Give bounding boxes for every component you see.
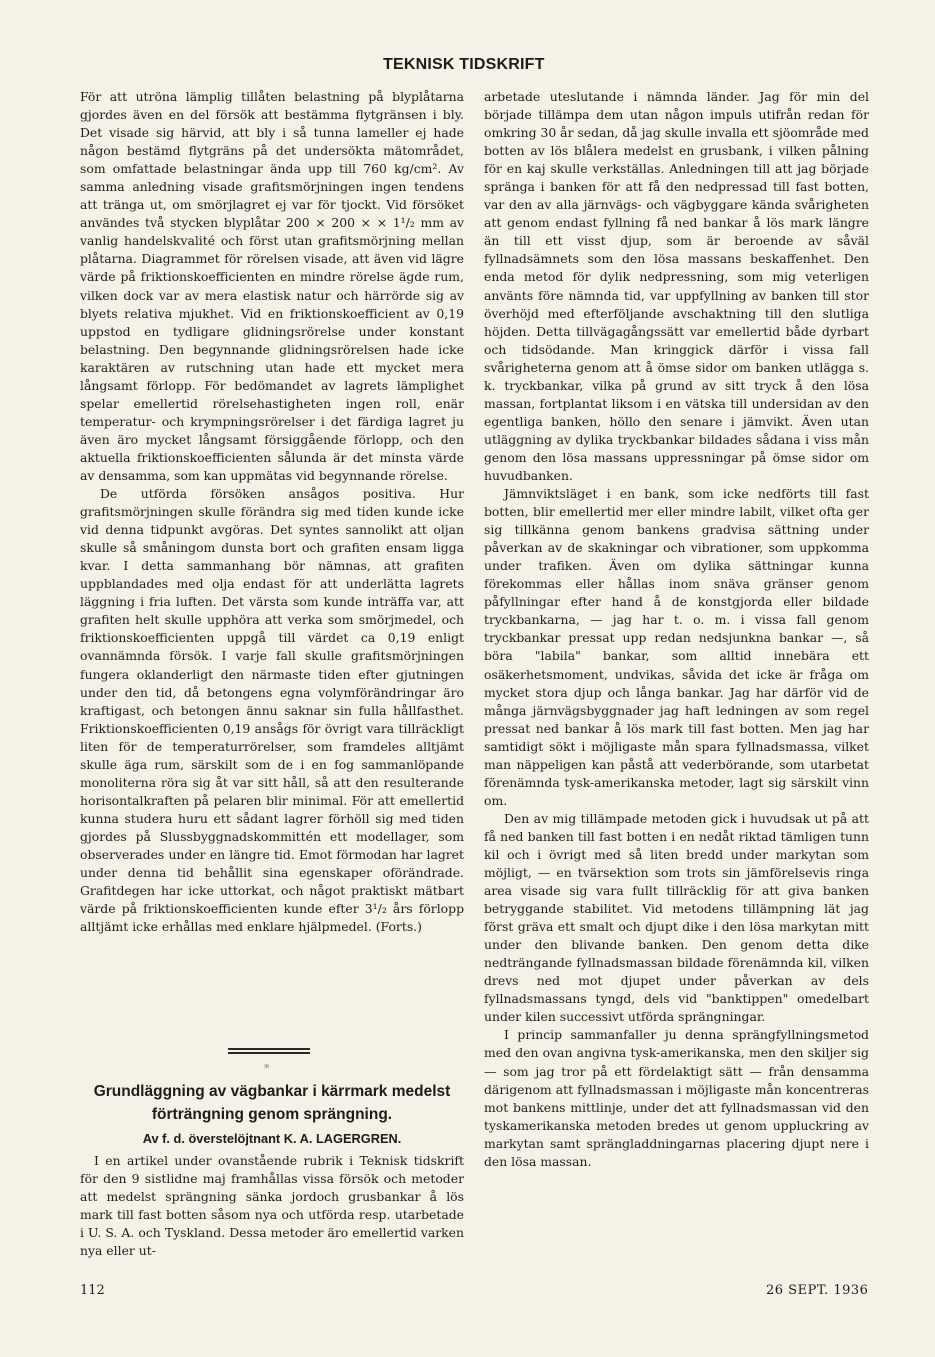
article-paragraph-1: I en artikel under ovanstående rubrik i Teknisk tidskrift för den 9 sistlidne maj framhållas vissa försök och metoder att medelst sprängning sänka jordoch grusbankar å lös mark till fast botten såsom nya och utförda resp. utarbetade i U. S. A. och Tyskland. Dessa metoder äro emellertid varken nya eller ut-: [80, 1153, 464, 1259]
article-block: [80, 1080, 464, 1260]
right-paragraph-2: Jämnviktsläget i en bank, som icke nedförts till fast botten, blir emellertid mer eller mindre labilt, vilket ofta ger sig tillkänna genom bankens gradvisa sättning under påverkan av de skakningar och vibrationer, som uppkomma under trafiken. Även om dylika sättningar kunna förekommas eller hållas inom snäva gränser genom påfyllningar efter hand å de konstgjorda eller bildade tryckbankarna, — jag har t. o. m. i vissa fall genom tryckbankar pressat upp redan nedsjunkna bankar —, så böra "labila" bankar, som alltid innebära ett osäkerhetsmoment, undvikas, såvida det icke är fråga om mycket stora djup och långa bankar. Jag har därför vid de många järnvägsbyggnader jag haft ledningen av som regel pressat ned bankar å lös mark till fast botten. Men jag har samtidigt sökt i möjligaste mån spara fyllnadsmassa, vilket man näppeligen kan påstå att vederbörande, som utarbetat förenämnda tysk-amerikanska metoder, lagt sig särskilt vinn om.: [484, 486, 869, 808]
right-paragraph-3: Den av mig tillämpade metoden gick i huvudsak ut på att få ned banken till fast botten i en nedåt riktad tämligen tunn kil och i övrigt med så liten bredd under markytan som möjligt, — en tvärsektion som trots sin jämförelsevis ringa area visade sig vara fullt tillräcklig för att giva banken betryggande stabilitet. Vid metodens tillämpning lät jag först gräva ett smalt och djupt dike i den lösa markytan mitt under den blivande banken. Den genom detta dike nedträngande fyllnadsmassan bildade förenämnda kil, vilken drevs ned mot djupet under påverkan av dels fyllnadsmassans tyngd, dels vid "banktippen" omedelbart under kilen successivt utförda sprängningar.: [484, 810, 869, 1025]
right-column: [484, 88, 869, 1171]
article-marker: *: [264, 1062, 270, 1075]
article-body: [80, 1152, 464, 1260]
article-byline: Av f. d. överstelöjtnant K. A. LAGERGREN.: [142, 1131, 402, 1146]
section-divider-2: [228, 1052, 310, 1054]
journal-masthead: TEKNISK TIDSKRIFT: [383, 56, 545, 73]
issue-date: 26 SEPT. 1936: [766, 1283, 869, 1298]
left-column: [80, 88, 464, 936]
section-divider: [228, 1048, 310, 1050]
right-paragraph-4: I princip sammanfaller ju denna sprängfyllningsmetod med den ovan angivna tysk-amerikanska, men den skiljer sig — som jag tror på ett fördelaktigt sätt — från densamma därigenom att fyllnadsmassan i möjligaste mån koncentreras mot bankens mittlinje, under det att fyllnadsmassan vid den tyskamerikanska metoden bredes ut genom uppluckring av markytan samt sprängladdningarnas placering djupt nere i den lösa massan.: [484, 1027, 869, 1169]
right-paragraph-1: arbetade uteslutande i nämnda länder. Jag för min del började tillämpa dem utan någon impuls utifrån redan för omkring 30 år sedan, då jag skulle invalla ett sjöområde med botten av lös blålera medelst en grusbank, i vilken pålning för en kaj skulle verkställas. Anledningen till att jag började spränga i banken för att få den nedpressad till fast botten, var den av alla järnvägs- och vägbyggare kända svårigheten att genom endast fyllning få ned bankar å lös mark längre än till ett visst djup, som är beroende av såväl fyllnadsämnets som den lösa massans beskaffenhet. Den enda metod för dylik nedpressning, som mig veterligen använts före nämnda tid, var uppfyllning av banken till stor överhöjd med efterföljande avschaktning till den slutliga höjden. Detta tillvägagångssätt var emellertid både dyrbart och tidsödande. Man kringgick därför i vissa fall svårigheterna genom att å ömse sidor om banken utlägga s. k. tryckbankar, vilka på grund av sitt tryck å den lösa massan, fortplantat liksom i en vätska till undersidan av den egentliga banken, höllo den senare i jämvikt. Även utan utläggning av dylika tryckbankar bildades sådana i viss mån genom den lösa massans uppressningar på ömse sidor om huvudbanken.: [484, 89, 869, 483]
left-paragraph-2: De utförda försöken ansågos positiva. Hur grafitsmörjningen skulle förändra sig med tiden kunde icke vid denna tidpunkt avgöras. Det syntes sannolikt att oljan skulle så småningom dunsta bort och grafiten ensam ligga kvar. I detta sammanhang bör nämnas, att grafiten uppblandades med olja endast för att underlätta lagrets läggning i fria luften. Det värsta som kunde inträffa var, att grafiten helt skulle upphöra att verka som smörjmedel, och friktionskoefficienten uppgå till värdet ca 0,19 enligt ovannämnda försök. I varje fall skulle grafitsmörjningen fungera oklanderligt den närmaste tiden efter gjutningen under den tid, då betongens egna volymförändringar äro kraftigast, och betongen ännu saknar sin fulla hållfasthet. Friktionskoefficienten 0,19 ansågs för övrigt vara tillräckligt liten för de temperaturrörelser, som framdeles alltjämt skulle äga rum, särskilt som de i en fog sammanlöpande monoliterna röra sig åt var sitt håll, så att den resulterande horisontalkraften på pelaren blir minimal. För att emellertid kunna studera huru ett sådant lagrer förhöll sig med tiden gjordes på Slussbyggnadskommittén ett modellager, som observerades under en längre tid. Emot förmodan har lagret under denna tid behållit sina egenskaper oförändrade. Grafitdegen har icke uttorkat, och något praktiskt mätbart värde på friktionskoefficienten kunde efter 3¹/₂ års förlopp alltjämt icke erhållas med enklare hjälpmedel. (Forts.): [80, 486, 464, 935]
page-number: 112: [80, 1283, 105, 1298]
article-title: Grundläggning av vägbankar i kärrmark medelst förträngning genom sprängning.: [93, 1083, 451, 1123]
left-paragraph-1: För att utröna lämplig tillåten belastning på blyplåtarna gjordes även en del försök att bestämma flytgränsen i bly. Det visade sig härvid, att bly i så tunna lameller ej hade någon bestämd flytgräns på det undersökta mätområdet, som omfattade belastningar ända upp till 760 kg/cm². Av samma anledning visade grafitsmörjningen ingen tendens att tränga ut, om smörjlagret ej var för tjockt. Vid försöket användes två stycken blyplåtar 200 × 200 × × 1¹/₂ mm av vanlig handelskvalité och först utan grafitsmörjning mellan plåtarna. Diagrammet för rörelsen visade, att även vid lägre värde på friktionskoefficienten en mindre rörelse ägde rum, vilken dock var av mera elastisk natur och härrörde sig av blyets relativa mjukhet. Vid en friktionskoefficient av 0,19 uppstod en tydligare glidningsrörelse under konstant belastning. Den begynnande glidningsrörelsen hade icke karaktären av rutschning utan hade ett mycket mera långsamt förlopp. För bedömandet av lagrets lämplighet spelar emellertid rörelsehastigheten ingen roll, enär temperatur- och krympningsrörelser i det färdiga lagret ju även äro mycket långsamt försiggående förlopp, och den aktuella friktionskoefficienten sålunda är det minsta värde av densamma, som kan uppmätas vid begynnande rörelse.: [80, 89, 464, 483]
